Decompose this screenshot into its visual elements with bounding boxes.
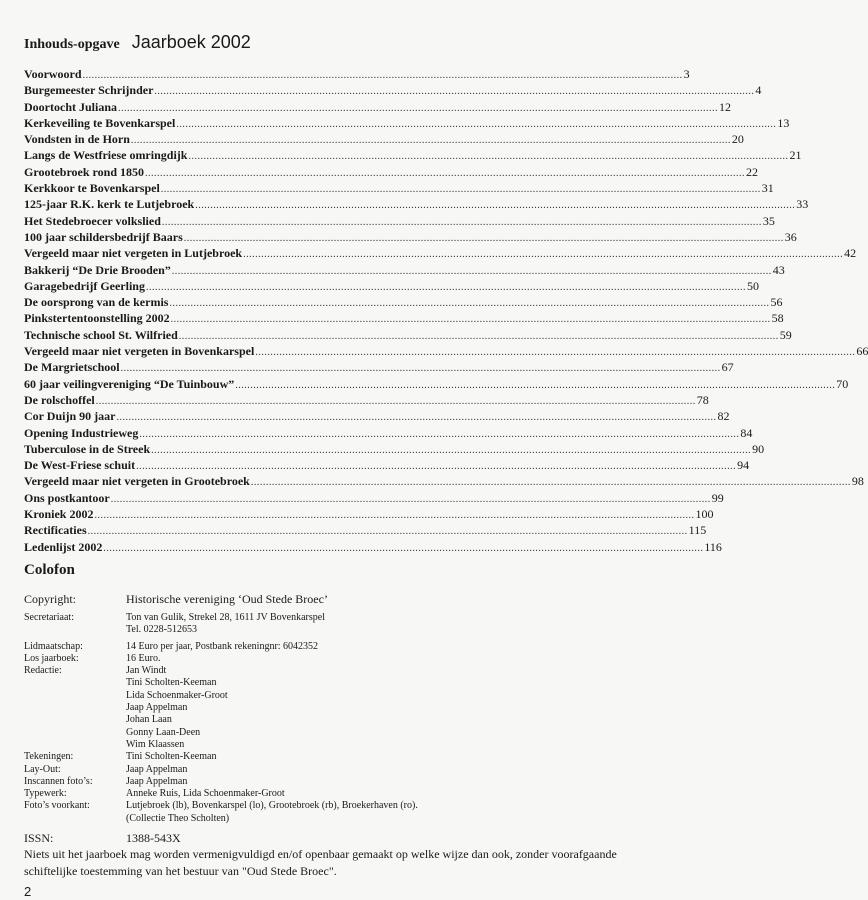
colofon-value: Johan Laan bbox=[126, 714, 172, 726]
toc-leader-dots: ........................................................................................................................................................................................................ bbox=[145, 167, 746, 179]
toc-entry-page: 99 bbox=[711, 490, 724, 505]
toc-entry-page: 84 bbox=[740, 425, 753, 440]
colofon-value: Tini Scholten-Keeman bbox=[126, 751, 217, 763]
toc-leader-dots: ........................................................................................................................................................................................................ bbox=[171, 265, 772, 277]
toc-entry-title: De rolschoffel bbox=[24, 392, 95, 407]
colofon-value: Jaap Appelman bbox=[126, 775, 188, 787]
toc-entry bbox=[24, 132, 744, 148]
colofon-label: Foto’s voorkant: bbox=[24, 800, 90, 812]
toc-entry-page: 59 bbox=[779, 327, 792, 342]
toc-entry-page: 13 bbox=[777, 115, 790, 130]
toc-entry-page: 33 bbox=[796, 197, 809, 212]
toc-leader-dots: ........................................................................................................................................................................................................ bbox=[82, 70, 683, 81]
toc-leader-dots: ........................................................................................................................................................................................................ bbox=[250, 477, 851, 489]
colofon-value: 14 Euro per jaar, Postbank rekeningnr: 6042352 bbox=[126, 640, 319, 652]
toc-entry-page: 98 bbox=[851, 474, 864, 489]
toc-leader-dots: ........................................................................................................................................................................................................ bbox=[103, 542, 704, 554]
colofon-row bbox=[24, 831, 624, 845]
colofon-row bbox=[24, 690, 624, 702]
toc-entry bbox=[24, 262, 785, 279]
toc-entry-page: 4 bbox=[755, 83, 762, 98]
toc-entry-page: 78 bbox=[696, 392, 709, 407]
toc-entry-title: Vergeeld maar niet vergeten in Lutjebroek bbox=[24, 246, 243, 261]
toc-entry-page: 90 bbox=[752, 441, 765, 456]
colofon-row bbox=[24, 624, 624, 636]
colofon-row bbox=[24, 592, 624, 606]
toc-leader-dots: ........................................................................................................................................................................................................ bbox=[169, 298, 770, 310]
toc-entry bbox=[24, 278, 759, 295]
toc-entry-title: 60 jaar veilingvereniging “De Tuinbouw” bbox=[24, 376, 235, 391]
colofon-value: Tel. 0228-512653 bbox=[126, 624, 197, 636]
toc-entry-title: Garagebedrijf Geerling bbox=[24, 278, 145, 293]
colofon-row bbox=[24, 714, 624, 726]
toc-entry bbox=[24, 409, 730, 425]
toc-entry bbox=[24, 523, 707, 539]
toc-entry-page: 56 bbox=[770, 295, 783, 310]
colofon-label: Lidmaatschap: bbox=[24, 640, 83, 652]
toc-entry-page: 35 bbox=[762, 213, 775, 228]
toc-leader-dots: ........................................................................................................................................................................................................ bbox=[95, 395, 696, 407]
colofon-value: Tini Scholten-Keeman bbox=[126, 677, 217, 689]
toc-entry-title: 100 jaar schildersbedrijf Baars bbox=[24, 229, 183, 244]
toc-leader-dots: ........................................................................................................................................................................................................ bbox=[243, 249, 844, 261]
colofon-row bbox=[24, 800, 624, 812]
colofon-heading: Colofon bbox=[24, 562, 75, 578]
toc-entry bbox=[24, 327, 792, 344]
toc-entry bbox=[24, 164, 759, 181]
toc-entry-title: De Margrietschool bbox=[24, 360, 120, 375]
toc-leader-dots: ........................................................................................................................................................................................................ bbox=[110, 493, 711, 505]
colofon-block bbox=[24, 592, 624, 845]
toc-entry-page: 12 bbox=[719, 99, 731, 114]
toc-leader-dots: ........................................................................................................................................................................................................ bbox=[154, 86, 755, 98]
toc-entry-title: Bakkerij “De Drie Brooden” bbox=[24, 262, 171, 277]
colofon-value: Jan Windt bbox=[126, 665, 167, 677]
toc-entry-page: 20 bbox=[731, 132, 744, 147]
toc-entry-title: De West-Friese schuit bbox=[24, 458, 136, 473]
toc-leader-dots: ........................................................................................................................................................................................................ bbox=[130, 135, 731, 147]
toc-leader-dots: ........................................................................................................................................................................................................ bbox=[255, 347, 856, 359]
colofon-value: Jaap Appelman bbox=[126, 763, 188, 775]
colofon-label bbox=[24, 690, 126, 702]
toc-entry bbox=[24, 507, 714, 523]
toc-entry-page: 58 bbox=[771, 311, 784, 326]
toc-entry-page: 82 bbox=[717, 409, 730, 424]
toc-entry-title: Opening Industrieweg bbox=[24, 425, 139, 440]
toc-leader-dots: ........................................................................................................................................................................................................ bbox=[235, 379, 836, 391]
toc-entry bbox=[24, 490, 724, 507]
colofon-value: 1388-543X bbox=[126, 831, 181, 846]
colofon-value: (Collectie Theo Scholten) bbox=[126, 812, 230, 824]
toc-entry bbox=[24, 376, 849, 393]
toc-entry-page: 94 bbox=[737, 458, 750, 473]
colofon-label: Copyright: bbox=[24, 592, 77, 606]
colofon-value: Historische vereniging ‘Oud Stede Broec’ bbox=[126, 592, 328, 606]
copyright-notice: Niets uit het jaarboek mag worden vermenigvuldigd en/of openbaar gemaakt op welke wijze dan ook, zonder voorafgaande schiftelijke toestemming van het bestuur van "Oud Stede Broec". bbox=[24, 847, 617, 878]
toc-entry bbox=[24, 67, 690, 83]
colofon-value: Ton van Gulik, Strekel 28, 1611 JV Bovenkarspel bbox=[126, 612, 325, 623]
colofon-value: Lutjebroek (lb), Bovenkarspel (lo), Grootebroek (rb), Broekerhaven (ro). bbox=[126, 800, 418, 812]
toc-leader-dots: ........................................................................................................................................................................................................ bbox=[136, 461, 737, 473]
toc-entry-page: 67 bbox=[721, 360, 734, 375]
toc-entry bbox=[24, 311, 784, 327]
colofon-label: ISSN: bbox=[24, 831, 54, 846]
colofon-value: Jaap Appelman bbox=[126, 702, 188, 714]
toc-entry-page: 50 bbox=[746, 278, 759, 293]
toc-leader-dots: ........................................................................................................................................................................................................ bbox=[188, 151, 789, 163]
colofon-row bbox=[24, 764, 624, 776]
toc-entry-title: Doortocht Juliana bbox=[24, 99, 117, 114]
colofon-label: Inscannen foto’s: bbox=[24, 775, 93, 787]
toc-entry-page: 70 bbox=[836, 376, 849, 391]
toc-entry bbox=[24, 148, 802, 164]
toc-entry-page: 116 bbox=[704, 539, 722, 554]
toc-leader-dots: ........................................................................................................................................................................................................ bbox=[145, 281, 746, 293]
colofon-label bbox=[24, 714, 126, 726]
colofon-label bbox=[24, 624, 126, 636]
toc-entry bbox=[24, 295, 783, 311]
toc-entry-page: 3 bbox=[683, 67, 690, 81]
toc-entry-page: 100 bbox=[695, 507, 714, 522]
colofon-row bbox=[24, 739, 624, 751]
colofon-row bbox=[24, 677, 624, 689]
toc-leader-dots: ........................................................................................................................................................................................................ bbox=[160, 184, 761, 196]
toc-entry-title: Kerkeveiling te Bovenkarspel bbox=[24, 115, 176, 130]
toc-entry-title: Tuberculose in de Streek bbox=[24, 441, 151, 456]
colofon-row bbox=[24, 813, 624, 825]
toc-entry-title: Rectificaties bbox=[24, 523, 87, 538]
toc-entry-title: Burgemeester Schrijnder bbox=[24, 83, 154, 98]
toc-leader-dots: ........................................................................................................................................................................................................ bbox=[118, 102, 718, 114]
toc-entry bbox=[24, 458, 750, 474]
colofon-row bbox=[24, 727, 624, 739]
toc-entry-title: Technische school St. Wilfried bbox=[24, 327, 178, 342]
toc-entry-title: Kroniek 2002 bbox=[24, 507, 94, 522]
toc-entry-page: 22 bbox=[746, 164, 759, 179]
colofon-row bbox=[24, 612, 624, 624]
colofon-label bbox=[24, 677, 126, 689]
colofon-row bbox=[24, 788, 624, 800]
colofon-row bbox=[24, 776, 624, 788]
toc-entry-title: Vergeeld maar niet vergeten in Grootebroek bbox=[24, 474, 250, 489]
toc-entry bbox=[24, 441, 765, 458]
colofon-label bbox=[24, 739, 126, 751]
colofon-label: Secretariaat: bbox=[24, 612, 74, 623]
toc-entry bbox=[24, 99, 731, 116]
toc-entry bbox=[24, 229, 797, 246]
toc-entry bbox=[24, 213, 775, 230]
colofon-label: Tekeningen: bbox=[24, 751, 74, 763]
toc-entry-title: Vergeeld maar niet vergeten in Bovenkarspel bbox=[24, 344, 255, 359]
toc-leader-dots: ........................................................................................................................................................................................................ bbox=[94, 510, 695, 522]
colofon-label bbox=[24, 727, 126, 739]
toc-entry-title: Cor Duijn 90 jaar bbox=[24, 409, 116, 424]
toc-heading: Inhouds-opgave bbox=[24, 37, 120, 52]
colofon-label: Los jaarboek: bbox=[24, 652, 79, 664]
colofon-value: Gonny Laan-Deen bbox=[126, 726, 201, 738]
colofon-row bbox=[24, 702, 624, 714]
toc-entry bbox=[24, 474, 864, 490]
colofon-row bbox=[24, 751, 624, 763]
toc-leader-dots: ........................................................................................................................................................................................................ bbox=[170, 314, 771, 326]
toc-leader-dots: ........................................................................................................................................................................................................ bbox=[161, 216, 762, 228]
toc-entry-page: 42 bbox=[844, 246, 857, 261]
toc-leader-dots: ........................................................................................................................................................................................................ bbox=[87, 526, 688, 538]
toc-entry-title: Kerkkoor te Bovenkarspel bbox=[24, 181, 160, 196]
toc-entry-title: 125-jaar R.K. kerk te Lutjebroek bbox=[24, 197, 195, 212]
toc-leader-dots: ........................................................................................................................................................................................................ bbox=[151, 444, 752, 456]
toc-entry bbox=[24, 360, 734, 376]
toc-entry-title: Langs de Westfriese omringdijk bbox=[24, 148, 188, 163]
toc-entry-title: Grootebroek rond 1850 bbox=[24, 164, 145, 179]
toc-entry bbox=[24, 83, 762, 99]
toc-entry-page: 43 bbox=[772, 262, 785, 277]
colofon-value: Lida Schoenmaker-Groot bbox=[126, 689, 228, 701]
colofon-label bbox=[24, 813, 126, 825]
colofon-value: Anneke Ruis, Lida Schoenmaker-Groot bbox=[126, 788, 285, 800]
toc-leader-dots: ........................................................................................................................................................................................................ bbox=[120, 363, 721, 375]
page-number: 2 bbox=[24, 884, 32, 899]
colofon-value: Wim Klaassen bbox=[126, 738, 185, 750]
toc-entry-page: 21 bbox=[789, 148, 802, 163]
colofon-row bbox=[24, 653, 624, 665]
toc-entry-page: 31 bbox=[761, 181, 774, 196]
toc-entry-title: Voorwoord bbox=[24, 67, 82, 81]
colofon-label bbox=[24, 702, 126, 714]
toc-entry bbox=[24, 344, 868, 360]
toc-entry-title: De oorsprong van de kermis bbox=[24, 295, 169, 310]
colofon-label: Lay-Out: bbox=[24, 763, 61, 775]
toc-entry-page: 115 bbox=[688, 523, 707, 538]
toc-entry bbox=[24, 181, 774, 197]
toc-leader-dots: ........................................................................................................................................................................................................ bbox=[139, 428, 740, 440]
toc-leader-dots: ........................................................................................................................................................................................................ bbox=[176, 118, 777, 130]
colofon-value: 16 Euro. bbox=[126, 652, 161, 664]
toc-entry bbox=[24, 115, 790, 132]
colofon-row bbox=[24, 665, 624, 677]
toc-leader-dots: ........................................................................................................................................................................................................ bbox=[183, 232, 784, 244]
toc-entry-page: 36 bbox=[784, 229, 797, 244]
colofon-row bbox=[24, 641, 624, 653]
toc-entry bbox=[24, 425, 753, 442]
toc-leader-dots: ........................................................................................................................................................................................................ bbox=[116, 412, 717, 424]
yearbook-title: Jaarboek 2002 bbox=[131, 32, 251, 52]
toc-entry-title: Ledenlijst 2002 bbox=[24, 539, 103, 554]
colofon-label: Redactie: bbox=[24, 665, 62, 677]
toc-entry-title: Ons postkantoor bbox=[24, 490, 110, 505]
toc-entry bbox=[24, 392, 709, 409]
toc-entry-title: Vondsten in de Horn bbox=[24, 132, 130, 147]
toc-entry-title: Het Stedebroecer volkslied bbox=[24, 213, 161, 228]
toc-entry bbox=[24, 246, 857, 262]
colofon-label: Typewerk: bbox=[24, 788, 67, 800]
toc-entry-page: 66 bbox=[856, 344, 868, 359]
table-of-contents bbox=[24, 67, 868, 556]
toc-leader-dots: ........................................................................................................................................................................................................ bbox=[178, 330, 779, 342]
page-header bbox=[24, 32, 251, 53]
toc-entry bbox=[24, 197, 809, 213]
toc-leader-dots: ........................................................................................................................................................................................................ bbox=[195, 200, 796, 212]
toc-entry-title: Pinkstertentoonstelling 2002 bbox=[24, 311, 170, 326]
toc-entry bbox=[24, 539, 722, 556]
